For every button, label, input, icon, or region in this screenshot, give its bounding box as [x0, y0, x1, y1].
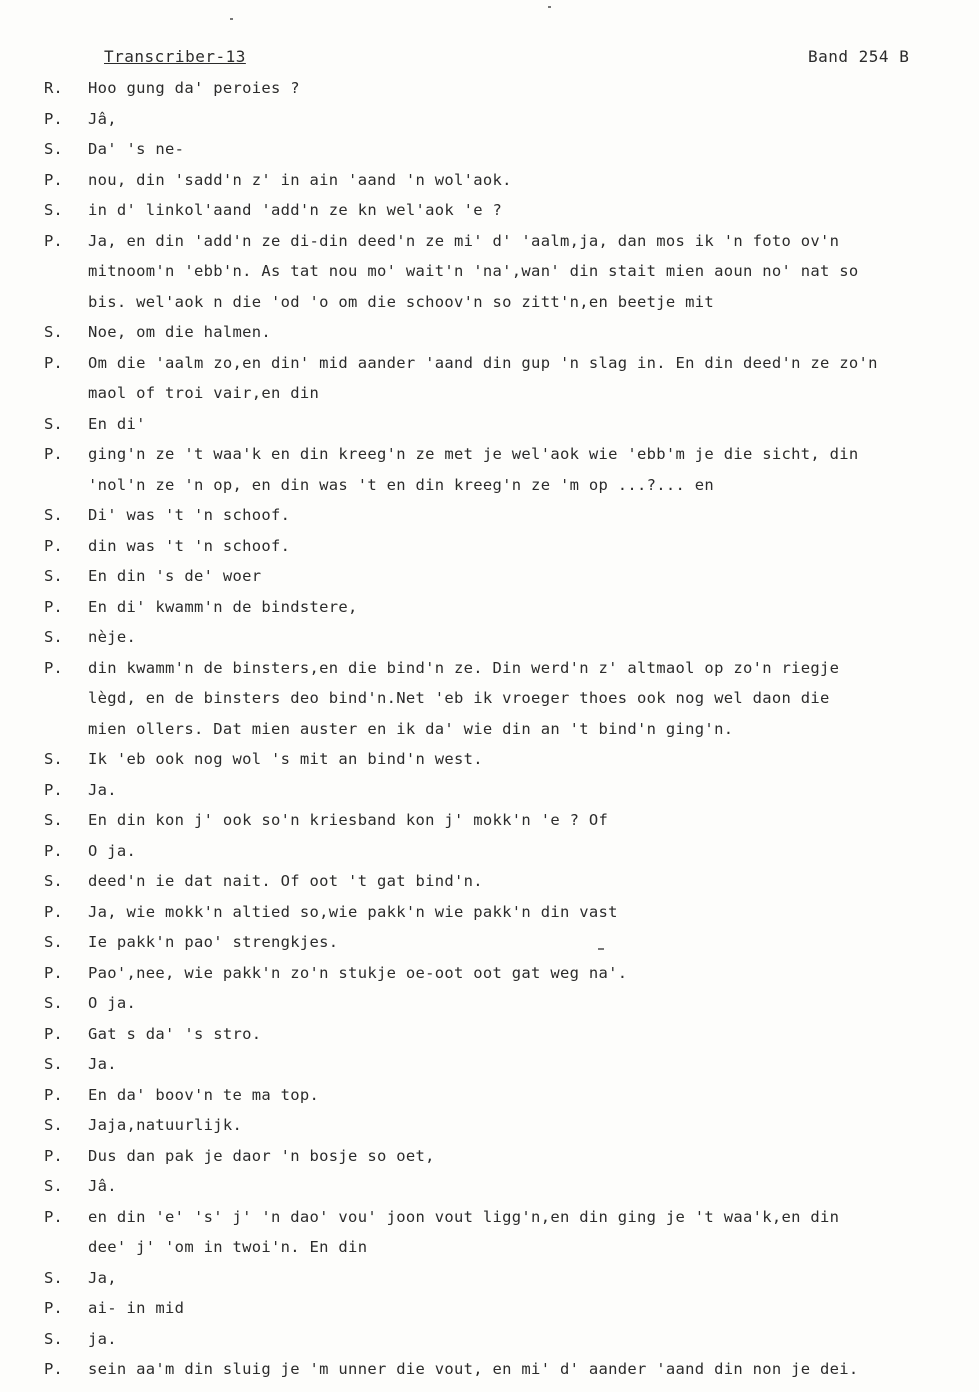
utterance-text: Di' was 't 'n schoof. [88, 506, 291, 524]
speaker-label: P. [44, 1360, 63, 1378]
speaker-label: P. [44, 842, 63, 860]
speaker-label: S. [44, 750, 63, 768]
utterance-text: maol of troi vair,en din [88, 384, 320, 402]
utterance-text: din was 't 'n schoof. [88, 537, 291, 555]
utterance-text: Jaja,natuurlijk. [88, 1116, 243, 1134]
transcript-line [0, 686, 979, 710]
speaker-label: S. [44, 628, 63, 646]
transcript-line [0, 503, 979, 527]
utterance-text: Ik 'eb ook nog wol 's mit an bind'n west. [88, 750, 483, 768]
utterance-text: Jâ, [88, 110, 117, 128]
transcript-line [0, 656, 979, 680]
speaker-label: S. [44, 323, 63, 341]
speaker-label: P. [44, 537, 63, 555]
speaker-label: P. [44, 964, 63, 982]
utterance-text: Ja. [88, 781, 117, 799]
transcript-line [0, 839, 979, 863]
utterance-text: nou, din 'sadd'n z' in ain 'aand 'n wol'aok. [88, 171, 512, 189]
transcript-line [0, 991, 979, 1015]
utterance-text: lègd, en de binsters deo bind'n.Net 'eb ik vroeger thoes ook nog wel daon die [88, 689, 830, 707]
transcript-line [0, 1327, 979, 1351]
speaker-label: P. [44, 1086, 63, 1104]
utterance-text: En da' boov'n te ma top. [88, 1086, 320, 1104]
speaker-label: P. [44, 781, 63, 799]
speaker-label: S. [44, 933, 63, 951]
header-right: Band 254 B [808, 47, 910, 66]
transcript-line [0, 930, 979, 954]
transcript-line [0, 442, 979, 466]
utterance-text: Dus dan pak je daor 'n bosje so oet, [88, 1147, 435, 1165]
transcript-line [0, 747, 979, 771]
speaker-label: S. [44, 567, 63, 585]
utterance-text: ja. [88, 1330, 117, 1348]
utterance-text: mien ollers. Dat mien auster en ik da' wie din an 't bind'n ging'n. [88, 720, 734, 738]
paper-speck [230, 18, 233, 20]
utterance-text: Noe, om die halmen. [88, 323, 272, 341]
utterance-text: sein aa'm din sluig je 'm unner die vout, en mi' d' aander 'aand din non je dei. [88, 1360, 859, 1378]
speaker-label: P. [44, 1299, 63, 1317]
speaker-label: S. [44, 415, 63, 433]
transcript-line [0, 473, 979, 497]
utterance-text: En di' kwamm'n de bindstere, [88, 598, 358, 616]
utterance-text: dee' j' 'om in twoi'n. En din [88, 1238, 368, 1256]
utterance-text: Ja, wie mokk'n altied so,wie pakk'n wie pakk'n din vast [88, 903, 618, 921]
utterance-text: ging'n ze 't waa'k en din kreeg'n ze met je wel'aok wie 'ebb'm je die sicht, din [88, 445, 859, 463]
utterance-text: Ie pakk'n pao' strengkjes. [88, 933, 339, 951]
transcript-line [0, 534, 979, 558]
speaker-label: S. [44, 1330, 63, 1348]
speaker-label: P. [44, 354, 63, 372]
transcript-line [0, 717, 979, 741]
utterance-text: mitnoom'n 'ebb'n. As tat nou mo' wait'n 'na',wan' din stait mien aoun no' nat so [88, 262, 859, 280]
transcript-line [0, 900, 979, 924]
transcript-line [0, 1022, 979, 1046]
transcript-line [0, 198, 979, 222]
utterance-text: Ja, [88, 1269, 117, 1287]
transcript-line [0, 290, 979, 314]
speaker-label: S. [44, 506, 63, 524]
transcript-line [0, 137, 979, 161]
utterance-text: 'nol'n ze 'n op, en din was 't en din kreeg'n ze 'm op ...?... en [88, 476, 715, 494]
speaker-label: S. [44, 1055, 63, 1073]
utterance-text: Hoo gung da' peroies ? [88, 79, 300, 97]
transcript-line [0, 1235, 979, 1259]
transcript-line [0, 412, 979, 436]
header-left: Transcriber-13 [104, 47, 246, 66]
speaker-label: P. [44, 171, 63, 189]
utterance-text: in d' linkol'aand 'add'n ze kn wel'aok 'e ? [88, 201, 503, 219]
transcript-line [0, 107, 979, 131]
utterance-text: din kwamm'n de binsters,en die bind'n ze. Din werd'n z' altmaol op zo'n riegje [88, 659, 840, 677]
utterance-text: deed'n ie dat nait. Of oot 't gat bind'n. [88, 872, 483, 890]
speaker-label: S. [44, 201, 63, 219]
speaker-label: P. [44, 1025, 63, 1043]
speaker-label: P. [44, 110, 63, 128]
utterance-text: En din 's de' woer [88, 567, 262, 585]
utterance-text: En din kon j' ook so'n kriesband kon j' mokk'n 'e ? Of [88, 811, 609, 829]
speaker-label: P. [44, 1147, 63, 1165]
speaker-label: R. [44, 79, 63, 97]
transcript-line [0, 1174, 979, 1198]
transcript-line [0, 1113, 979, 1137]
transcript-line [0, 808, 979, 832]
speaker-label: P. [44, 1208, 63, 1226]
speaker-label: S. [44, 994, 63, 1012]
utterance-text: ai- in mid [88, 1299, 185, 1317]
utterance-text: Om die 'aalm zo,en din' mid aander 'aand din gup 'n slag in. En din deed'n ze zo'n [88, 354, 878, 372]
utterance-text: bis. wel'aok n die 'od 'o om die schoov'n so zitt'n,en beetje mit [88, 293, 715, 311]
utterance-text: Pao',nee, wie pakk'n zo'n stukje oe-oot oot gat weg na'. [88, 964, 628, 982]
transcript-line [0, 76, 979, 100]
transcript-line [0, 1266, 979, 1290]
transcript-line [0, 778, 979, 802]
utterance-text: nèje. [88, 628, 137, 646]
transcript-line [0, 1144, 979, 1168]
utterance-text: Jâ. [88, 1177, 117, 1195]
utterance-text: O ja. [88, 842, 137, 860]
transcript-line [0, 351, 979, 375]
transcript-line [0, 320, 979, 344]
speaker-label: P. [44, 232, 63, 250]
paper-speck [598, 948, 604, 950]
transcript-line [0, 1357, 979, 1381]
speaker-label: S. [44, 1269, 63, 1287]
speaker-label: S. [44, 811, 63, 829]
transcript-line [0, 381, 979, 405]
transcript-line [0, 168, 979, 192]
utterance-text: Ja, en din 'add'n ze di-din deed'n ze mi' d' 'aalm,ja, dan mos ik 'n foto ov'n [88, 232, 840, 250]
transcript-line [0, 259, 979, 283]
utterance-text: Ja. [88, 1055, 117, 1073]
utterance-text: Gat s da' 's stro. [88, 1025, 262, 1043]
transcript-line [0, 625, 979, 649]
utterance-text: en din 'e' 's' j' 'n dao' vou' joon vout ligg'n,en din ging je 't waa'k,en din [88, 1208, 840, 1226]
utterance-text: Da' 's ne- [88, 140, 185, 158]
speaker-label: S. [44, 872, 63, 890]
transcript-line [0, 595, 979, 619]
transcript-line [0, 564, 979, 588]
utterance-text: En di' [88, 415, 146, 433]
speaker-label: P. [44, 659, 63, 677]
speaker-label: S. [44, 140, 63, 158]
transcript-line [0, 869, 979, 893]
transcript-line [0, 961, 979, 985]
speaker-label: P. [44, 445, 63, 463]
speaker-label: P. [44, 598, 63, 616]
speaker-label: S. [44, 1177, 63, 1195]
utterance-text: O ja. [88, 994, 137, 1012]
speaker-label: P. [44, 903, 63, 921]
speaker-label: S. [44, 1116, 63, 1134]
transcript-line [0, 1083, 979, 1107]
paper-speck [548, 6, 551, 8]
transcript-line [0, 229, 979, 253]
transcript-line [0, 1052, 979, 1076]
transcript-line [0, 1205, 979, 1229]
transcript-line [0, 1296, 979, 1320]
